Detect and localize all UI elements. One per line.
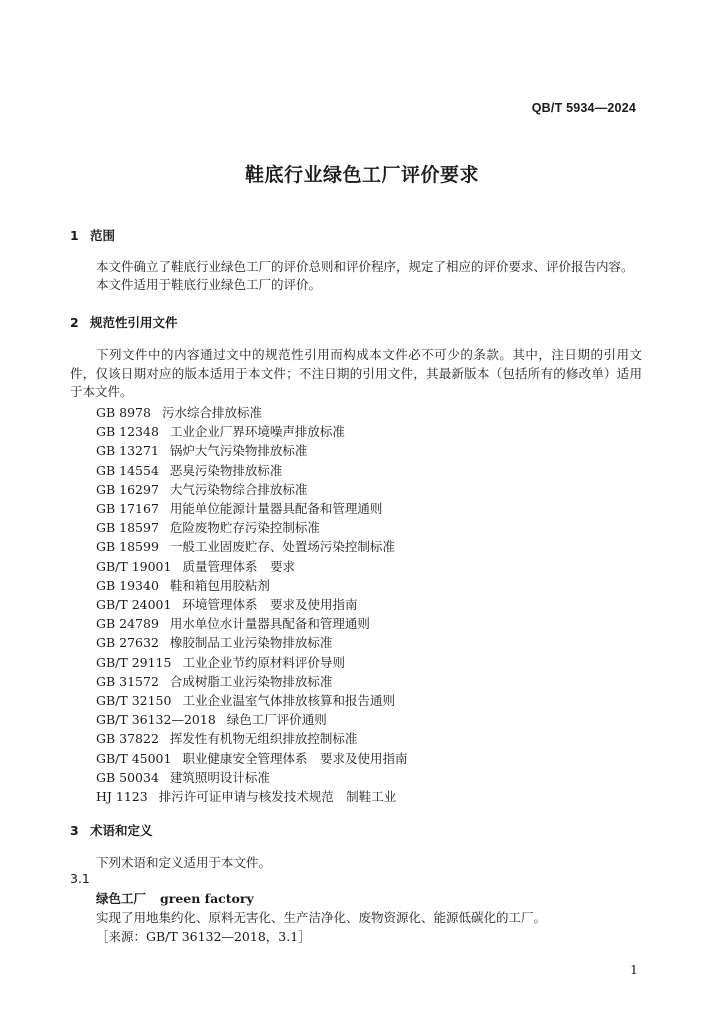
list-item [96,537,407,556]
list-item [96,633,407,652]
ref-name: 大气污染物综合排放标准 [169,481,308,497]
clause-number: 3.1 [70,871,90,886]
list-item [96,518,407,537]
ref-name: 排污许可证申请与核发技术规范 制鞋工业 [158,789,397,805]
ref-name: 危险废物贮存污染控制标准 [169,520,320,536]
standard-code: QB/T 5934—2024 [531,101,636,115]
ref-name: 用水单位水计量器具配备和管理通则 [169,616,370,632]
terms-intro: 下列术语和定义适用于本文件。 [96,855,272,870]
page-number: 1 [630,962,638,977]
ref-name: 工业企业厂界环境噪声排放标准 [169,424,345,440]
ref-name: 合成树脂工业污染物排放标准 [169,673,333,689]
ref-name: 工业企业节约原材料评价导则 [182,654,345,670]
list-item [96,480,407,499]
ref-name: 用能单位能源计量器具配备和管理通则 [169,501,383,517]
ref-name: 锅炉大气污染物排放标准 [169,443,308,459]
list-item [96,557,407,576]
ref-name: 挥发性有机物无组织排放控制标准 [169,731,358,747]
list-item [96,461,407,480]
term-entry [96,889,254,907]
reference-list [96,403,407,806]
section-title: 规范性引用文件 [90,315,178,330]
ref-name: 一般工业固废贮存、处置场污染控制标准 [169,539,395,555]
section-title: 术语和定义 [90,823,153,838]
ref-name: 绿色工厂评价通则 [226,712,327,728]
term-definition: 实现了用地集约化、原料无害化、生产洁净化、废物资源化、能源低碳化的工厂。 [96,910,547,925]
ref-code: GB 50034 [96,769,159,785]
ref-code: GB/T 32150 [96,693,172,709]
section-number: 2 [70,315,79,330]
ref-code: GB 18597 [96,520,159,536]
ref-code: GB/T 29115 [96,654,172,670]
ref-code: GB 27632 [96,635,159,651]
ref-name: 恶臭污染物排放标准 [169,462,283,478]
list-item [96,768,407,787]
document-title: 鞋底行业绿色工厂评价要求 [244,164,479,186]
section-2-heading [70,313,178,331]
scope-paragraph-1: 本文件确立了鞋底行业绿色工厂的评价总则和评价程序，规定了相应的评价要求、评价报告内容。 [96,259,634,274]
ref-code: GB/T 36132—2018 [96,712,216,728]
ref-code: GB 12348 [96,424,159,440]
list-item [96,749,407,768]
list-item [96,787,407,806]
list-item [96,729,407,748]
section-number: 1 [70,228,79,243]
ref-code: GB 16297 [96,481,159,497]
ref-code: GB/T 24001 [96,597,172,613]
list-item [96,691,407,710]
ref-name: 污水综合排放标准 [161,405,262,420]
ref-code: HJ 1123 [96,789,148,805]
ref-code: GB 31572 [96,673,159,689]
ref-code: GB 18599 [96,539,159,555]
list-item [96,441,407,460]
ref-code: GB/T 45001 [96,750,172,766]
ref-code: GB/T 19001 [96,558,172,574]
ref-code: GB 8978 [96,405,151,420]
scope-paragraph-2: 本文件适用于鞋底行业绿色工厂的评价。 [96,277,322,292]
section-number: 3 [70,823,79,838]
ref-code: GB 13271 [96,443,159,459]
list-item [96,614,407,633]
list-item [96,710,407,729]
list-item [96,672,407,691]
ref-name: 环境管理体系 要求及使用指南 [182,597,358,613]
ref-code: GB 14554 [96,462,159,478]
ref-name: 工业企业温室气体排放核算和报告通则 [182,693,395,709]
ref-code: GB 24789 [96,616,159,632]
section-title: 范围 [90,228,116,243]
section-3-heading [70,821,153,839]
term-source: ［来源：GB/T 36132—2018，3.1］ [96,929,311,944]
ref-name: 橡胶制品工业污染物排放标准 [169,635,333,651]
ref-code: GB 19340 [96,577,159,593]
ref-code: GB 17167 [96,501,159,517]
term-chinese: 绿色工厂 [96,891,147,906]
list-item [96,595,407,614]
ref-name: 鞋和箱包用胶粘剂 [169,577,270,593]
section-1-heading [70,226,115,244]
ref-code: GB 37822 [96,731,159,747]
ref-name: 质量管理体系 要求 [182,558,295,574]
list-item [96,653,407,672]
list-item [96,576,407,595]
normative-refs-intro: 下列文件中的内容通过文中的规范性引用而构成本文件必不可少的条款。其中，注日期的引用文件，仅该日期对应的版本适用于本文件；不注日期的引用文件，其最新版本（包括所有的修改单）适用于本文件。 [70,347,642,399]
list-item [96,499,407,518]
list-item [96,422,407,441]
ref-name: 建筑照明设计标准 [169,769,270,785]
list-item [96,403,407,422]
ref-name: 职业健康安全管理体系 要求及使用指南 [182,750,408,766]
term-english: green factory [160,891,254,906]
